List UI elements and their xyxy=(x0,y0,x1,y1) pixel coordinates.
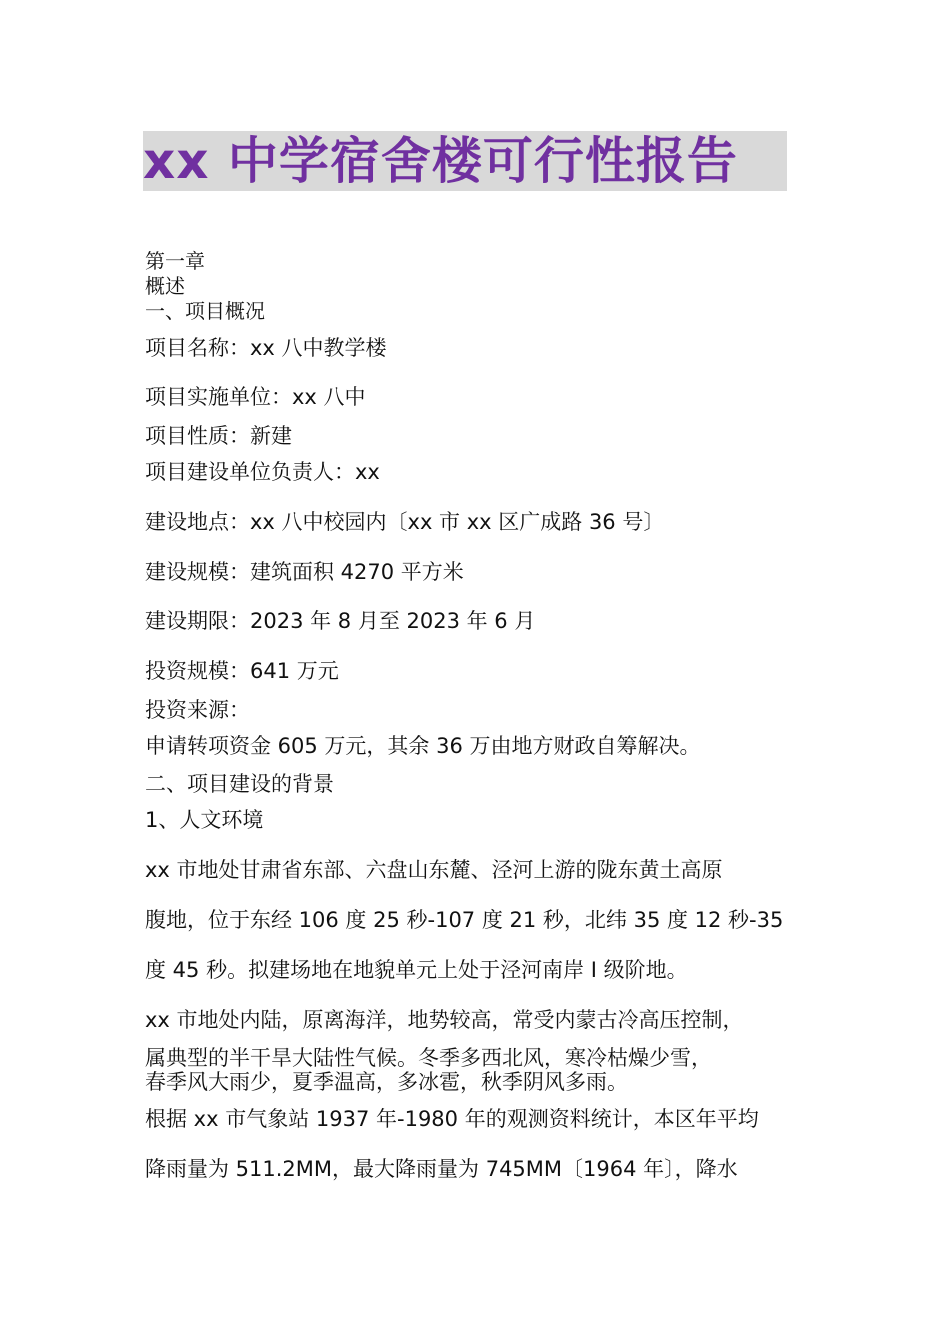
project-unit: 项目实施单位：xx 八中 xyxy=(145,385,366,409)
document-title: xx 中学宿舍楼可行性报告 xyxy=(143,132,738,190)
construction-scale: 建设规模：建筑面积 4270 平方米 xyxy=(145,560,464,584)
section-heading: 一、项目概况 xyxy=(145,299,265,323)
paragraph-line: 腹地，位于东经 106 度 25 秒-107 度 21 秒，北纬 35 度 12 秒-35 xyxy=(145,908,784,932)
title-highlight xyxy=(143,131,787,191)
section-heading-2: 二、项目建设的背景 xyxy=(145,772,334,796)
chapter-heading: 第一章 xyxy=(145,249,205,273)
paragraph-line: 春季风大雨少，夏季温高，多冰雹，秋季阴风多雨。 xyxy=(145,1070,628,1094)
paragraph-line: 根据 xx 市气象站 1937 年-1980 年的观测资料统计，本区年平均 xyxy=(145,1107,759,1131)
project-name: 项目名称：xx 八中教学楼 xyxy=(145,336,387,360)
subsection-heading: 1、人文环境 xyxy=(145,808,264,832)
construction-site: 建设地点：xx 八中校园内〔xx 市 xx 区广成路 36 号〕 xyxy=(145,510,665,534)
paragraph-line: 度 45 秒。拟建场地在地貌单元上处于泾河南岸 I 级阶地。 xyxy=(145,958,688,982)
paragraph-line: xx 市地处内陆，原离海洋，地势较高，常受内蒙古冷高压控制， xyxy=(145,1008,744,1032)
construction-period: 建设期限：2023 年 8 月至 2023 年 6 月 xyxy=(145,609,536,633)
project-nature: 项目性质：新建 xyxy=(145,424,292,448)
chapter-subtitle: 概述 xyxy=(145,274,185,298)
paragraph-line: 降雨量为 511.2MM，最大降雨量为 745MM〔1964 年〕，降水 xyxy=(145,1157,738,1181)
paragraph-line: xx 市地处甘肃省东部、六盘山东麓、泾河上游的陇东黄土高原 xyxy=(145,858,723,882)
paragraph-line: 属典型的半干旱大陆性气候。冬季多西北风，寒冷枯燥少雪， xyxy=(145,1046,712,1070)
investment-source: 申请转项资金 605 万元，其余 36 万由地方财政自筹解决。 xyxy=(145,734,701,758)
investment-scale: 投资规模：641 万元 xyxy=(145,659,339,683)
project-owner: 项目建设单位负责人：xx xyxy=(145,460,380,484)
investment-source-label: 投资来源： xyxy=(145,698,250,722)
